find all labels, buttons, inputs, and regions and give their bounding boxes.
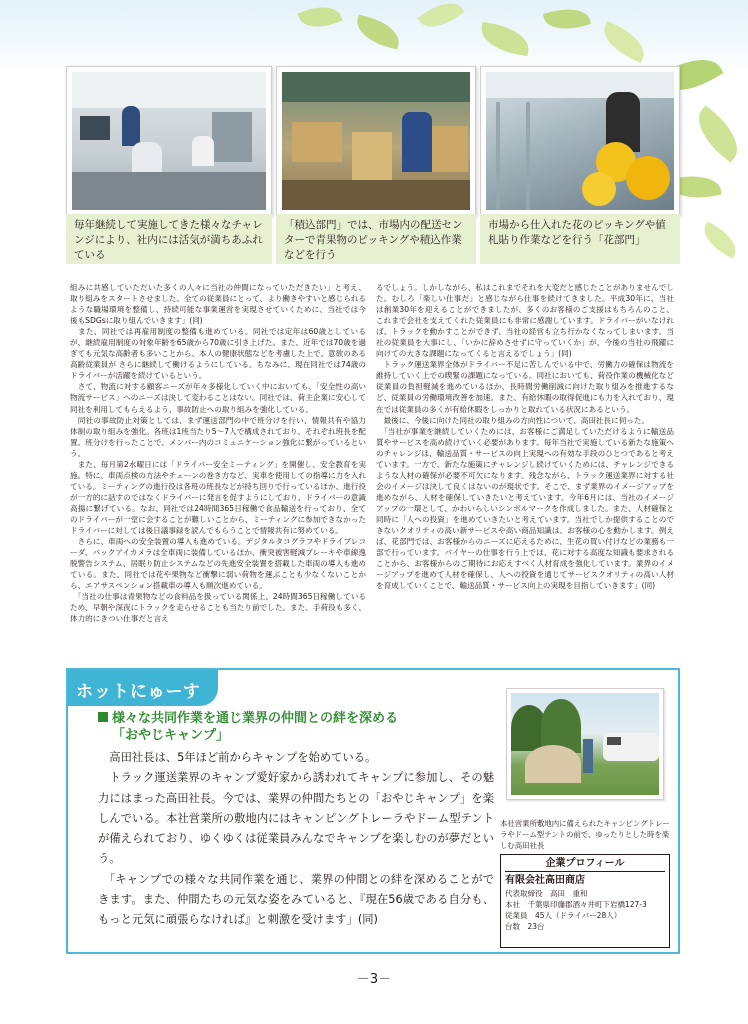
article-column-right: るでしょう。しかしながら、私はこれまでそれを大変だと感じたことがありませんでした。むしろ「楽しい仕事だ」と感じながら仕事を続けてきました。平成30年に、当社は創業30年を迎えることができましたが、多くのお客様のご支援はもちろんのこと、これまで会社を支えてくれた従業員にも非常に感謝しています。ドライバーがいなければ、トラックを動かすことができず、当社の経営も立ち行かなくなってしまいます。当社の従業員を大事にし、「いかに辞めさせずに守っていくか」が、今後の当社の飛躍に向けての大きな課題になってくると言えるでしょう」(同) トラック運送業界全体がドライバー不足に苦しんでいる中で、労働力の確保は物流を維持していく上での喫緊の課題になっている。同社においても、荷役作業の機械化など従業員の負担軽減を進めているほか、長時間労働削減に向けた取り組みを推進するなど、従業員の労働環境改善を加速。また、有給休暇の取得促進にも力を入れており、現在では従業員の多くが有給休暇をしっかりと取れている状況にあるという。 最後に、今後に向けた同社の取り組みの方向性について、高田社長に伺った。 「当社が事業を継続していくためには、お客様にご満足していただけるように輸送品質やサービスを高め続けていく必要があります。毎年当社で実施している新たな施策へのチャレンジは、輸送品質・サービスの向上実現への有効な手段のひとつであると考えています。一方で、新たな施策にチャレンジし続けていくためには、チャレンジできるような人材の確保が必要不可欠になります。残念ながら、トラック運送業界に対する社会のイメージは決して良くはないのが現状です。そこで、まず業界のイメージアップを進めながら、人材を確保していきたいと考えています。今年6月には、当社のイメージアップの一環として、かわいらしいシンボルマークを作成しました。また、人材確保と同時に「人への投資」を進めていきたいと考えています。当社でしか提供することのできないクオリティの高い新サービスや高い商品知識は、お客様の心を動かします。例えば、花部門では、お客様からのニーズに応えるために、生花の買い付けなどの業務も一部で行っています。バイヤーの仕事を行う上では、花に対する高度な知識も要求されることから、お客様からのご期待にお応えすべく人材育成を強化しています。業界のイメージアップを進めて人材を確保し、人への投資を通じてサービスクオリティの高い人材を育成していくことで、輸送品質・サービス向上の実現を目指していきます」(同): [376, 283, 674, 591]
hot-news-title: ホットにゅーす: [76, 682, 201, 702]
leaf-decoration: [543, 3, 591, 36]
office-photo: [66, 66, 272, 216]
leaf-decoration: [297, 0, 342, 34]
camp-photo: [506, 688, 664, 800]
profile-rep-label: 代表取締役: [505, 889, 543, 898]
leaf-decoration: [698, 221, 743, 258]
leaf-decoration: [597, 21, 651, 63]
hot-news-body: 高田社長は、5年ほど前からキャンプを始めている。 トラック運送業界のキャンプ愛好家から誘われてキャンプに参加し、その魅力にはまった高田社長。今では、業界の仲間たちとの「おやじキャンプ」を楽しんでいる。本社営業所の敷地内にはキャンピングトレーラやドーム型テントが備えられており、ゆくゆくは従業員みんなでキャンプを楽しむのが夢だという。 「キャンプでの様々な共同作業を通じ、業界の仲間との絆を深めることができます。また、仲間たちの元気な姿をみていると、『現在56歳である自分も、もっと元気に頑張らなければ』と刺激を受けます」(同): [98, 751, 494, 927]
profile-address-label: 本社: [505, 900, 520, 909]
leaf-decoration: [353, 14, 404, 49]
hot-news-heading: 様々な共同作業を通じ業界の仲間との絆を深める 「おやじキャンプ」: [98, 710, 498, 744]
leaf-decoration: [478, 22, 532, 56]
leaf-decoration: [417, 0, 464, 36]
leaf-decoration: [688, 105, 748, 162]
profile-address: 千葉県印旛郡酒々井町下岩橋127-3: [527, 900, 647, 909]
profile-vehicles: 23台: [527, 922, 545, 931]
photo-caption: 「積込部門」では、市場内の配送センターで青果物のピッキングや積込作業などを行う: [276, 214, 476, 264]
profile-title: 企業プロフィール: [505, 857, 665, 872]
profile-vehicles-label: 台数: [505, 922, 520, 931]
hot-news-box: [66, 668, 680, 954]
photo-caption: 市場から仕入れた花のピッキングや値札貼り作業などを行う「花部門」: [480, 214, 680, 264]
flower-photo: [480, 66, 680, 216]
profile-company: 有限会社高田商店: [505, 875, 585, 886]
camp-photo-caption: 本社営業所敷地内に備えられたキャンピングトレーラやドーム型テントの前で、ゆったりとした時を楽しむ高田社長: [500, 819, 670, 850]
article-column-left: 組みに共感していただいた多くの人々に当社の仲間になっていただきたい」と考え、取り組みをスタートさせました。全ての従業員にとって、より働きやすいと感じられるような職場環境を整備し、持続可能な事業運営を実現させていくために、当社では今後もSDGsに取り組んでいきます」(同) また、同社では再雇用制度の整備も進めている。同社では定年は60歳としているが、継続雇用制度の対象年齢を65歳から70歳に引き上げた。また、近年では70歳を過ぎても元気な高齢者も多いことから、本人の健康状態などを考慮した上で、意欲のある高齢従業員が さらに継続して働けるようにしている。ちなみに、現在同社では74歳のドライバーが活躍を続けているという。 さて、物流に対する顧客ニーズが年々多様化していく中においても、「安全性の高い物流サービス」へのニーズは決して変わることはない。同社では、荷主企業に安心して同社を利用してもらえるよう、事故防止への取り組みを強化している。 同社の事故防止対策としては、まず運送部門の中で班分けを行い、情報共有や協力体制の取り組みを強化。各班は1班当たり5～7人で構成されており、それぞれ班長を配置。班分けを行ったことで、メンバー内のコミュニケーション強化に繋がっているという。 また、毎月第2水曜日には「ドライバー安全ミーティング」を開催し、安全教育を実施。特に、車両点検の方法やチェーンの巻き方など、実車を使用しての指導に力を入れている。ミーティングの進行役は各班の班長などが持ち回りで行っているほか、進行役が一方的に話すのではなくドライバーに発言を促すようにしており、ドライバーの意識高揚に繋げている。なお、同社では24時間365日稼働で食品輸送を行っており、全てのドライバーが一堂に会することが難しいことから、ミーティングに参加できなかったドライバーに対しては後日議事録を読んでもらうことで情報共有に努めている。 さらに、車両への安全装置の導入も進めている。デジタルタコグラフやドライブレコーダ、バックアイカメラは全車両に装備しているほか、衝突被害軽減ブレーキや車線逸脱警告システム、居眠り防止システムなどの先進安全装置を搭載した車両の導入も進めている。また、同社では花や果物など衝撃に弱い荷物を運ぶことも少なくないことから、エアサスペンション搭載車の導入も順次進めている。 「当社の仕事は青果物などの食料品を扱っている関係上、24時間365日稼働しているため、早朝や深夜にトラックを走らせることも当たり前でした。また、手荷役も多く、体力的にきつい仕事だと言え: [70, 283, 366, 624]
header-decoration: [0, 0, 748, 70]
profile-rep-name: 高田 重和: [550, 889, 588, 898]
photo-caption: 毎年継続して実施してきた様々なチャレンジにより、社内には活気が満ちあふれている: [66, 214, 272, 264]
bullet-square-icon: [98, 712, 108, 722]
company-profile: [500, 854, 670, 948]
page-number: －3－: [356, 972, 392, 987]
hot-news-tab: [68, 670, 218, 706]
profile-employees-label: 従業員: [505, 911, 528, 920]
profile-employees: 45人（ドライバー28人）: [535, 911, 622, 920]
warehouse-photo: [276, 66, 476, 216]
